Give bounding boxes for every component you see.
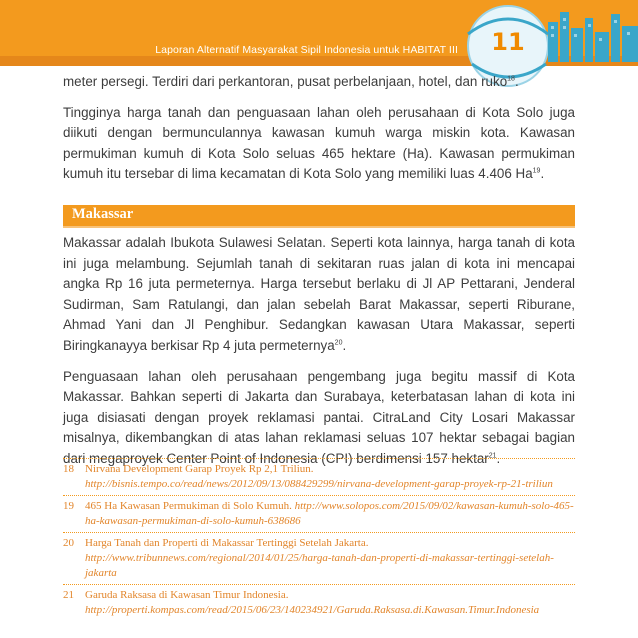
section-paragraph-2: Penguasaan lahan oleh perusahaan pengembang juga begitu massif di Kota Makassar. Bahkan seperti di Jakarta dan Surabaya, keterbatasan lahan di kota ini juga disiasati dengan proyek reklamasi pantai. CitraLand City Losari Makassar misalnya, dikembangkan di atas lahan reklamasi seluas 107 hektar sebagai bagian dari megaproyek Center Point of Indonesia (CPI) berdimensi 157 hektar$^{21}$. xyxy=(63,368,575,466)
footnote-title: Garuda Raksasa di Kawasan Timur Indonesia. xyxy=(85,589,289,601)
page-number: 11 xyxy=(491,28,525,56)
footnote-ref-18[interactable]: 18 xyxy=(507,75,515,83)
section-title: Makassar xyxy=(72,206,134,222)
footnote-link[interactable]: http://bisnis.tempo.co/read/news/2012/09/13/088429299/nirvana-development-garap-proyek-rp-21-triliun xyxy=(85,478,553,490)
footnote-item xyxy=(63,458,575,495)
footnotes xyxy=(63,458,575,621)
footnote-item xyxy=(63,532,575,584)
footnote-ref-21[interactable]: 21 xyxy=(488,452,497,460)
footnote-link[interactable]: http://www.tribunnews.com/regional/2014/01/25/harga-tanah-dan-properti-di-makassar-tertinggi-setelah-jakarta xyxy=(85,552,554,579)
intro-paragraph-2: Tingginya harga tanah dan penguasaan lahan oleh perusahaan di Kota Solo juga diikuti dengan bermunculannya kawasan kumuh warga miskin kota. Kawasan permukiman kumuh di Kota Solo seluas 465 hektare (Ha). Kawasan permukiman kumuh itu tersebar di lima kecamatan di Kota Solo yang memiliki luas 4.406 Ha$^{19}$. xyxy=(63,104,575,182)
page-header xyxy=(0,0,638,72)
section-heading-bar xyxy=(63,205,575,226)
section-paragraph-1: Makassar adalah Ibukota Sulawesi Selatan. Seperti kota lainnya, harga tanah di kota ini juga melambung. Sejumlah tanah di sekitaran ruas jalan di kota ini mencapai angka Rp 16 juta permeternya. Harga tersebut berlaku di Jl AP Pettarani, Jenderal Sudirman, Sam Ratulangi, dan jalan sebelah Barat Makassar, seperti Riburane, Ahmad Yani dan Jl Penghibur. Sedangkan kawasan Utara Makassar, seperti Biringkanayya berkisar Rp 4 juta permeternya$^{20}$. xyxy=(63,235,575,353)
section-underline xyxy=(63,226,575,228)
footnote-ref-20[interactable]: 20 xyxy=(334,339,343,347)
intro-paragraph-1: meter persegi. Terdiri dari perkantoran, pusat perbelanjaan, hotel, dan ruko$^{18}$. xyxy=(63,74,519,89)
footnote-link[interactable]: http://www.solopos.com/2015/09/02/kawasan-kumuh-solo-465-ha-kawasan-permukiman-di-solo-kumuh-638686 xyxy=(85,500,574,527)
intro-text xyxy=(63,72,575,185)
report-title: Laporan Alternatif Masyarakat Sipil Indonesia untuk HABITAT III xyxy=(155,44,458,56)
footnote-ref-19[interactable]: 19 xyxy=(532,167,541,175)
footnote-title: 465 Ha Kawasan Permukiman di Solo Kumuh. xyxy=(85,500,292,512)
footnote-title: Nirvana Development Garap Proyek Rp 2,1 Triliun. xyxy=(85,463,314,475)
footnote-number: 19 xyxy=(63,500,74,512)
footnote-number: 21 xyxy=(63,589,74,601)
footnote-number: 20 xyxy=(63,537,74,549)
footnote-item xyxy=(63,495,575,532)
section-body xyxy=(63,233,575,470)
footnote-title: Harga Tanah dan Properti di Makassar Tertinggi Setelah Jakarta. xyxy=(85,537,369,549)
footnote-item xyxy=(63,584,575,621)
footnote-number: 18 xyxy=(63,463,74,475)
footnote-link[interactable]: http://properti.kompas.com/read/2015/06/23/140234921/Garuda.Raksasa.di.Kawasan.Timur.Indonesia xyxy=(85,604,540,616)
